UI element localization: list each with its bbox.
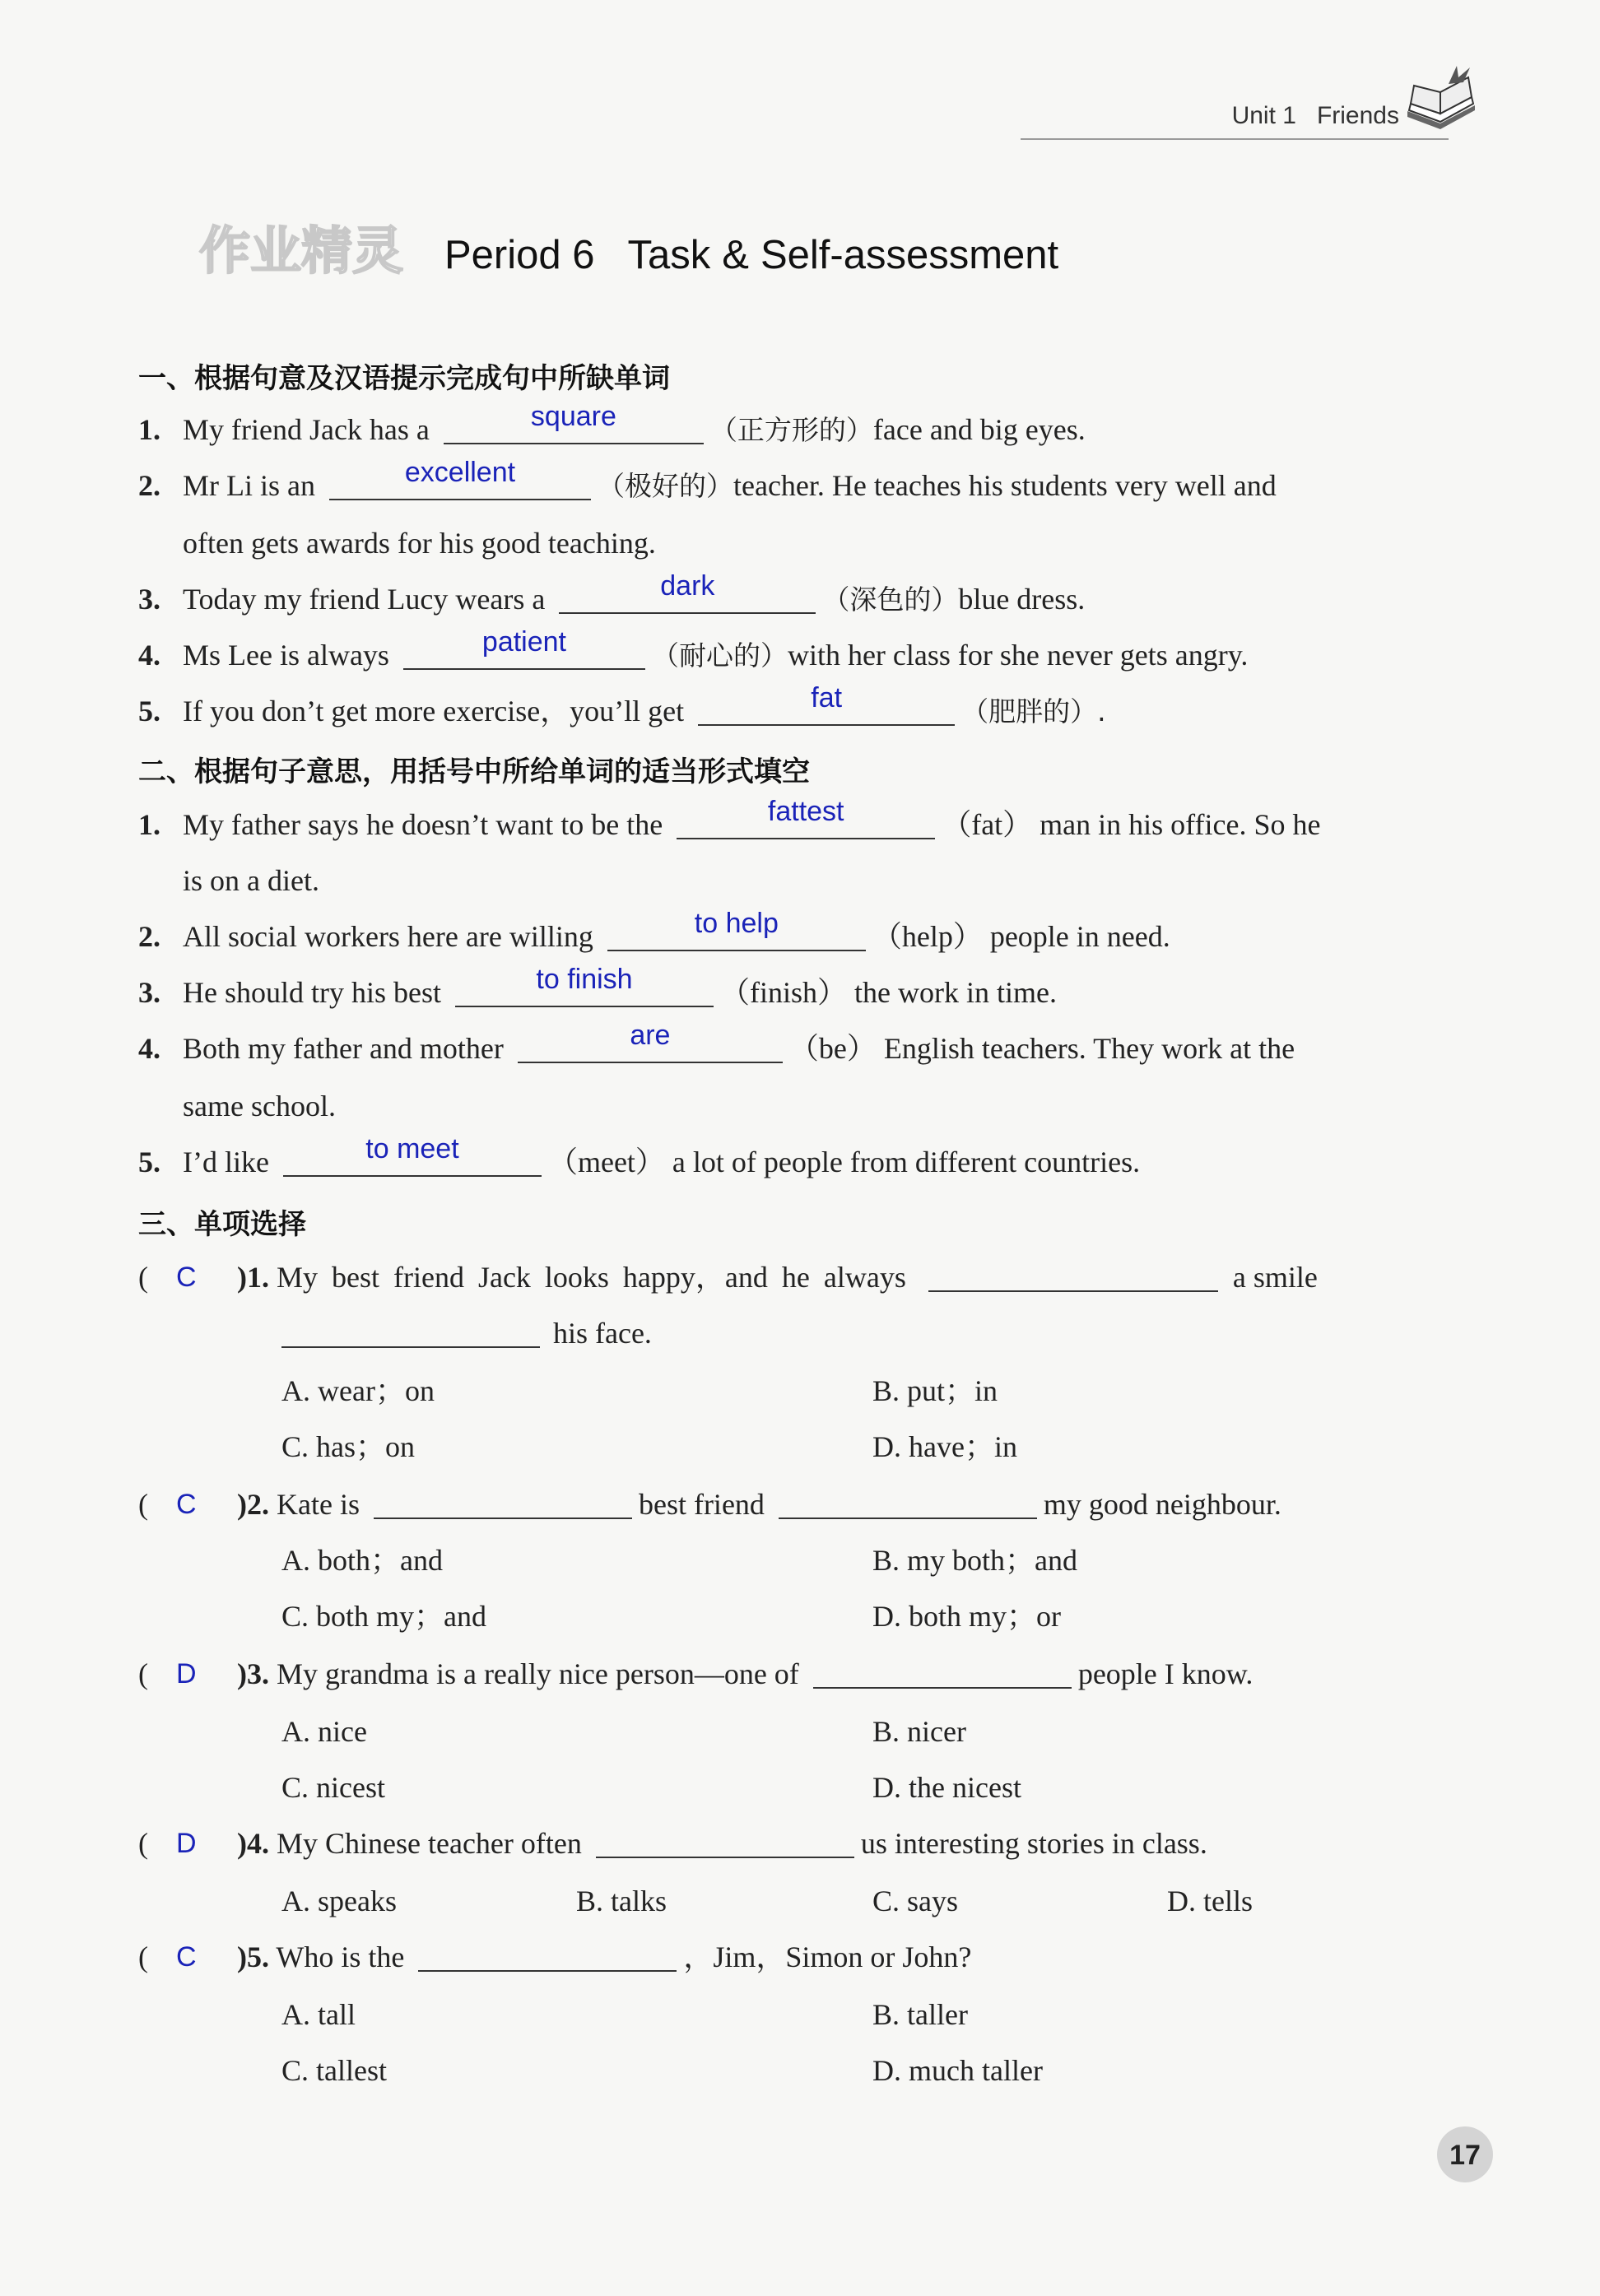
mcq-5-answer: C [176, 1941, 197, 1973]
mcq-3-option-b[interactable]: B. nicer [872, 1715, 966, 1748]
mcq-5-option-d[interactable]: D. much taller [872, 2054, 1043, 2087]
section-3-heading: 三、单项选择 [138, 1208, 306, 1241]
s1-question-1: 1. My friend Jack has a square （正方形的）face and big eyes. [138, 401, 1086, 446]
mcq-5: ( C )5. Who is the ，Jim，Simon or John? [138, 1937, 971, 1977]
s2-question-1: 1. My father says he doesn’t want to be the fattest （fat） man in his office. So he [138, 796, 1321, 841]
mcq-5-blank[interactable] [418, 1942, 677, 1972]
unit-label: Unit 1 Friends [1231, 102, 1399, 129]
mcq-5-option-b[interactable]: B. taller [872, 1998, 968, 2031]
zuoye-jingling-logo [196, 212, 426, 286]
mcq-1-blank-1[interactable] [928, 1262, 1218, 1292]
svg-text:作业精灵: 作业精灵 [199, 221, 404, 281]
s1-question-2-cont: often gets awards for his good teaching. [183, 527, 656, 560]
mcq-3-option-c[interactable]: C. nicest [281, 1771, 385, 1804]
mcq-4-blank[interactable] [596, 1829, 854, 1858]
page-title: Period 6 Task & Self-assessment [444, 233, 1059, 277]
s1-q4-blank[interactable]: patient [403, 640, 645, 670]
s2-question-5: 5. I’d like to meet （meet） a lot of people from different countries. [138, 1133, 1141, 1178]
mcq-3-answer: D [176, 1658, 197, 1689]
s1-question-4: 4. Ms Lee is always patient （耐心的）with her class for she never gets angry. [138, 626, 1249, 672]
s1-question-2: 2. Mr Li is an excellent （极好的）teacher. He teaches his students very well and [138, 457, 1277, 502]
s1-q2-blank[interactable]: excellent [329, 471, 591, 500]
mcq-3-option-d[interactable]: D. the nicest [872, 1771, 1021, 1804]
mcq-5-option-c[interactable]: C. tallest [281, 2054, 387, 2087]
mcq-2-option-d[interactable]: D. both my；or [872, 1600, 1061, 1633]
mcq-3: ( D )3. My grandma is a really nice person—one of people I know. [138, 1654, 1253, 1694]
s2-question-4: 4. Both my father and mother are （be） English teachers. They work at the [138, 1020, 1295, 1065]
mcq-1-cont: his face. [281, 1313, 652, 1353]
mcq-4-option-c[interactable]: C. says [872, 1885, 959, 1917]
s2-question-2: 2. All social workers here are willing to help （help） people in need. [138, 908, 1170, 953]
mcq-1-option-b[interactable]: B. put；in [872, 1374, 998, 1407]
mcq-2: ( C )2. Kate is best friend my good neighbour. [138, 1485, 1281, 1524]
mcq-2-option-b[interactable]: B. my both；and [872, 1544, 1077, 1577]
s2-question-4-cont: same school. [183, 1090, 336, 1122]
mcq-3-blank[interactable] [813, 1659, 1072, 1689]
s1-question-5: 5. If you don’t get more exercise，you’ll get fat （肥胖的）. [138, 682, 1106, 727]
s2-question-1-cont: is on a diet. [183, 864, 319, 897]
open-book-icon [1399, 59, 1481, 142]
mcq-4-option-a[interactable]: A. speaks [281, 1885, 397, 1917]
s2-q2-blank[interactable]: to help [607, 922, 866, 951]
mcq-2-option-a[interactable]: A. both；and [281, 1544, 443, 1577]
mcq-4-answer: D [176, 1828, 197, 1859]
mcq-2-blank-2[interactable] [779, 1490, 1037, 1519]
mcq-4-option-d[interactable]: D. tells [1167, 1885, 1253, 1917]
s1-q3-blank[interactable]: dark [559, 584, 816, 614]
running-header [1021, 97, 1481, 146]
mcq-1: ( C )1. My best friend Jack looks happy，and he always a smile [138, 1257, 1318, 1297]
mcq-4: ( D )4. My Chinese teacher often us interesting stories in class. [138, 1824, 1207, 1863]
section-2-heading: 二、根据句子意思，用括号中所给单词的适当形式填空 [138, 755, 810, 788]
s2-q1-blank[interactable]: fattest [677, 810, 935, 839]
mcq-1-answer: C [176, 1262, 197, 1293]
mcq-1-option-a[interactable]: A. wear；on [281, 1374, 435, 1407]
header-rule [1021, 138, 1449, 140]
mcq-2-answer: C [176, 1489, 197, 1520]
mcq-1-option-c[interactable]: C. has；on [281, 1430, 416, 1463]
s2-q5-blank[interactable]: to meet [283, 1147, 542, 1177]
s1-q5-blank[interactable]: fat [698, 696, 955, 726]
mcq-2-option-c[interactable]: C. both my；and [281, 1600, 486, 1633]
page-number: 17 [1429, 2117, 1503, 2191]
s2-q3-blank[interactable]: to finish [455, 978, 714, 1007]
mcq-3-option-a[interactable]: A. nice [281, 1715, 367, 1748]
s2-q4-blank[interactable]: are [518, 1034, 783, 1063]
mcq-2-blank-1[interactable] [374, 1490, 632, 1519]
s1-q1-blank[interactable]: square [444, 415, 704, 444]
mcq-5-option-a[interactable]: A. tall [281, 1998, 356, 2031]
section-1-heading: 一、根据句意及汉语提示完成句中所缺单词 [138, 362, 670, 395]
mcq-1-blank-2[interactable] [281, 1318, 540, 1348]
s2-question-3: 3. He should try his best to finish （finish） the work in time. [138, 964, 1057, 1009]
s1-question-3: 3. Today my friend Lucy wears a dark （深色的）blue dress. [138, 570, 1086, 616]
mcq-1-option-d[interactable]: D. have；in [872, 1430, 1017, 1463]
mcq-4-option-b[interactable]: B. talks [576, 1885, 667, 1917]
